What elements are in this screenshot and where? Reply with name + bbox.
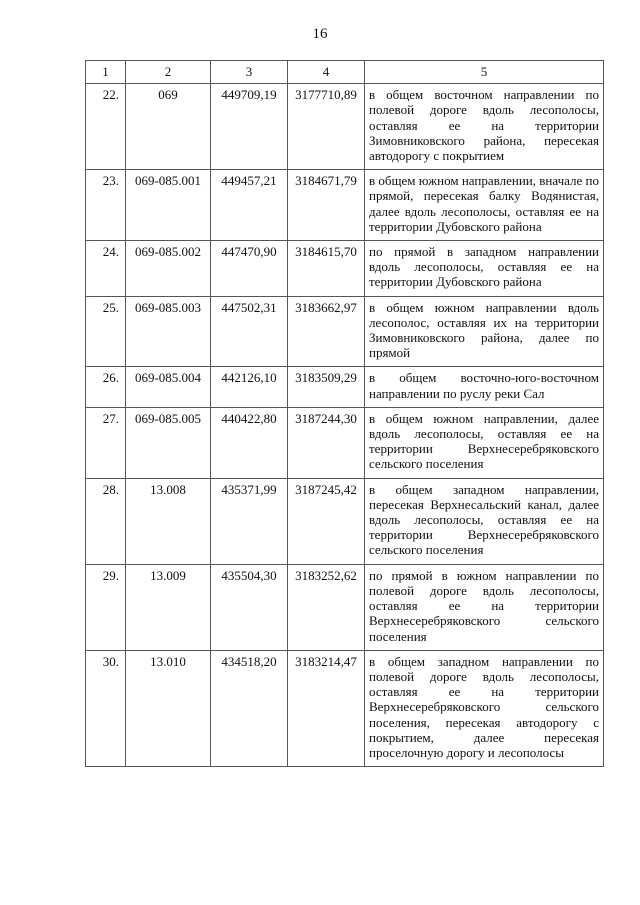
coord-y: 3177710,89 bbox=[288, 84, 365, 170]
row-number: 25. bbox=[86, 296, 126, 367]
coord-y: 3183214,47 bbox=[288, 650, 365, 766]
coord-x: 434518,20 bbox=[211, 650, 288, 766]
table-row bbox=[86, 367, 604, 407]
point-id: 069-085.001 bbox=[126, 170, 211, 241]
coord-x: 447502,31 bbox=[211, 296, 288, 367]
boundary-description: в общем южном направлении вдоль лесополос, оставляя их на территории Зимовниковского района, далее по прямой bbox=[365, 296, 604, 367]
coord-x: 449709,19 bbox=[211, 84, 288, 170]
row-number: 23. bbox=[86, 170, 126, 241]
coord-x: 447470,90 bbox=[211, 241, 288, 297]
boundary-description: по прямой в южном направлении по полевой дороге вдоль лесополосы, оставляя ее на территории Верхнесеребряковского сельского поселения bbox=[365, 564, 604, 650]
page-number: 16 bbox=[312, 26, 328, 42]
row-number: 28. bbox=[86, 478, 126, 564]
table-row bbox=[86, 170, 604, 241]
coord-y: 3184615,70 bbox=[288, 241, 365, 297]
boundary-description: в общем восточно-юго-восточном направлении по руслу реки Сал bbox=[365, 367, 604, 407]
column-header: 3 bbox=[211, 61, 288, 84]
point-id: 13.008 bbox=[126, 478, 211, 564]
coord-y: 3183662,97 bbox=[288, 296, 365, 367]
point-id: 069-085.002 bbox=[126, 241, 211, 297]
boundary-table bbox=[85, 60, 604, 767]
boundary-description: в общем южном направлении, далее вдоль лесополосы, оставляя ее на территории Верхнесеребряковского сельского поселения bbox=[365, 407, 604, 478]
table-row bbox=[86, 296, 604, 367]
coord-x: 435504,30 bbox=[211, 564, 288, 650]
point-id: 069-085.005 bbox=[126, 407, 211, 478]
point-id: 069-085.003 bbox=[126, 296, 211, 367]
table-row bbox=[86, 650, 604, 766]
column-header: 2 bbox=[126, 61, 211, 84]
point-id: 069 bbox=[126, 84, 211, 170]
row-number: 30. bbox=[86, 650, 126, 766]
coord-x: 442126,10 bbox=[211, 367, 288, 407]
coord-y: 3183252,62 bbox=[288, 564, 365, 650]
column-header: 4 bbox=[288, 61, 365, 84]
coord-x: 449457,21 bbox=[211, 170, 288, 241]
table-row bbox=[86, 84, 604, 170]
row-number: 26. bbox=[86, 367, 126, 407]
table-row bbox=[86, 407, 604, 478]
boundary-description: в общем южном направлении, вначале по прямой, пересекая балку Водянистая, далее вдоль лесополосы, оставляя ее на территории Дубовского района bbox=[365, 170, 604, 241]
boundary-description: по прямой в западном направлении вдоль лесополосы, оставляя ее на территории Дубовского района bbox=[365, 241, 604, 297]
row-number: 27. bbox=[86, 407, 126, 478]
boundary-description: в общем западном направлении, пересекая Верхнесальский канал, далее вдоль лесополосы, оставляя ее на территории Верхнесеребряковского сельского поселения bbox=[365, 478, 604, 564]
boundary-description: в общем восточном направлении по полевой дороге вдоль лесополосы, оставляя ее на территории Зимовниковского района, пересекая автодорогу с покрытием bbox=[365, 84, 604, 170]
point-id: 069-085.004 bbox=[126, 367, 211, 407]
point-id: 13.009 bbox=[126, 564, 211, 650]
table-row bbox=[86, 241, 604, 297]
column-header: 5 bbox=[365, 61, 604, 84]
boundary-description: в общем западном направлении по полевой дороге вдоль лесополосы, оставляя ее на территории Верхнесеребряковского сельского поселения, пересекая автодорогу с покрытием, далее пересекая проселочную дорогу и лесополосы bbox=[365, 650, 604, 766]
coord-y: 3183509,29 bbox=[288, 367, 365, 407]
table-row bbox=[86, 478, 604, 564]
row-number: 24. bbox=[86, 241, 126, 297]
point-id: 13.010 bbox=[126, 650, 211, 766]
coord-x: 440422,80 bbox=[211, 407, 288, 478]
column-header: 1 bbox=[86, 61, 126, 84]
row-number: 29. bbox=[86, 564, 126, 650]
coord-y: 3187244,30 bbox=[288, 407, 365, 478]
table-row bbox=[86, 564, 604, 650]
header-row bbox=[86, 61, 604, 84]
row-number: 22. bbox=[86, 84, 126, 170]
coord-x: 435371,99 bbox=[211, 478, 288, 564]
coord-y: 3187245,42 bbox=[288, 478, 365, 564]
coord-y: 3184671,79 bbox=[288, 170, 365, 241]
